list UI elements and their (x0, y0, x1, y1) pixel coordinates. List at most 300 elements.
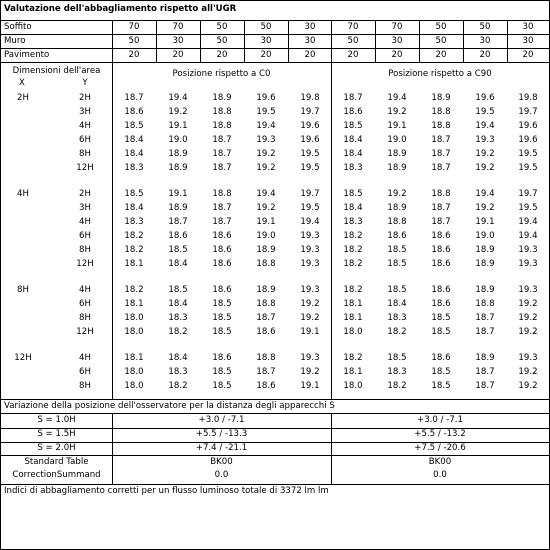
table-row (1, 367, 549, 381)
reflectance-value: 50 (435, 36, 447, 46)
ugr-value-c0: 18.6 (256, 327, 276, 337)
ugr-value-c0: 19.6 (256, 93, 276, 103)
ugr-value-c90: 19.3 (518, 353, 538, 363)
ugr-value-c90: 19.3 (518, 245, 538, 255)
x-dimension: 4H (17, 189, 29, 199)
table-row (1, 163, 549, 177)
y-dimension: 8H (79, 245, 91, 255)
table-title: Valutazione dell'abbagliamento rispetto all'UGR (4, 4, 237, 14)
ugr-value-c90: 19.4 (518, 231, 538, 241)
ugr-value-c90: 18.6 (431, 285, 451, 295)
ugr-value-c90: 18.3 (387, 367, 407, 377)
ugr-value-c0: 18.7 (256, 313, 276, 323)
ugr-value-c90: 19.2 (475, 149, 495, 159)
ugr-value-c0: 18.9 (212, 93, 232, 103)
ugr-value-c0: 18.7 (212, 135, 232, 145)
y-dimension: 8H (79, 313, 91, 323)
ugr-value-c0: 18.5 (168, 285, 188, 295)
ugr-value-c90: 18.5 (387, 259, 407, 269)
ugr-value-c90: 18.2 (343, 259, 363, 269)
ugr-value-c0: 18.2 (168, 327, 188, 337)
ugr-value-c0: 19.6 (300, 121, 320, 131)
ugr-value-c0: 19.4 (300, 217, 320, 227)
reflectance-value: 70 (128, 22, 140, 32)
footnote: Indici di abbagliamento corretti per un flusso luminoso totale di 3372 lm lm (4, 486, 329, 496)
ugr-value-c0: 18.9 (168, 203, 188, 213)
reflectance-value: 20 (522, 50, 534, 60)
ugr-value-c0: 18.4 (168, 259, 188, 269)
reflectance-value: 50 (128, 36, 140, 46)
ugr-value-c0: 18.1 (124, 353, 144, 363)
ugr-value-c90: 18.4 (343, 203, 363, 213)
reflectance-value: 20 (479, 50, 491, 60)
variation-c90: +3.0 / -7.1 (417, 415, 463, 425)
title-row (1, 1, 549, 20)
ugr-value-c0: 19.2 (256, 149, 276, 159)
variation-c90: +5.5 / -13.2 (414, 429, 466, 439)
ugr-value-c0: 18.0 (124, 313, 144, 323)
table-row (1, 189, 549, 203)
ugr-value-c0: 19.2 (300, 313, 320, 323)
ugr-value-c0: 19.7 (300, 107, 320, 117)
ugr-value-c90: 18.6 (431, 353, 451, 363)
ugr-value-c90: 19.4 (475, 121, 495, 131)
ugr-value-c90: 18.0 (343, 327, 363, 337)
y-dimension: 6H (79, 367, 91, 377)
ugr-value-c0: 18.6 (212, 285, 232, 295)
reflectance-value: 20 (391, 50, 403, 60)
ugr-value-c90: 18.5 (431, 313, 451, 323)
ugr-value-c0: 19.3 (300, 231, 320, 241)
standard-table-c90: BK00 (428, 457, 452, 467)
ugr-value-c90: 19.4 (387, 93, 407, 103)
ugr-value-c0: 18.1 (124, 259, 144, 269)
y-dimension: 4H (79, 285, 91, 295)
ugr-value-c90: 18.2 (387, 381, 407, 391)
x-label: X (19, 78, 25, 88)
ugr-value-c0: 18.3 (124, 163, 144, 173)
ugr-value-c90: 19.0 (475, 231, 495, 241)
ugr-value-c0: 18.2 (124, 245, 144, 255)
reflectance-value: 70 (172, 22, 184, 32)
ugr-value-c90: 18.3 (387, 313, 407, 323)
variation-c0: +5.5 / -13.3 (195, 429, 248, 439)
ugr-value-c90: 18.1 (343, 367, 363, 377)
y-dimension: 6H (79, 135, 91, 145)
ugr-value-c0: 18.4 (168, 299, 188, 309)
ugr-value-c90: 18.7 (475, 313, 495, 323)
ugr-value-c90: 18.5 (343, 121, 363, 131)
ugr-value-c90: 18.2 (343, 353, 363, 363)
standard-table-label: Standard Table (24, 457, 89, 467)
ugr-value-c0: 19.4 (256, 189, 276, 199)
ugr-value-c0: 18.9 (256, 285, 276, 295)
reflectance-value: 50 (260, 22, 272, 32)
ugr-value-c0: 18.5 (212, 313, 232, 323)
ugr-value-c90: 18.5 (431, 327, 451, 337)
ugr-value-c90: 19.4 (475, 189, 495, 199)
table-row (1, 149, 549, 163)
reflectance-value: 30 (479, 36, 491, 46)
table-row (1, 203, 549, 217)
variation-label: Variazione della posizione dell'osservatore per la distanza degli apparecchi S (4, 401, 335, 411)
table-row (1, 381, 549, 395)
ugr-value-c0: 19.0 (256, 231, 276, 241)
reflectance-value: 30 (260, 36, 272, 46)
ugr-value-c0: 18.2 (168, 381, 188, 391)
reflectance-value: 30 (304, 36, 316, 46)
ugr-value-c90: 18.7 (475, 327, 495, 337)
ugr-value-c90: 19.2 (387, 107, 407, 117)
ugr-value-c90: 19.4 (518, 217, 538, 227)
ugr-value-c0: 19.4 (168, 93, 188, 103)
ugr-value-c0: 18.6 (212, 353, 232, 363)
reflectance-value: 20 (216, 50, 228, 60)
x-dimension: 2H (17, 93, 29, 103)
variation-s-label: S = 1.5H (37, 429, 76, 439)
ugr-value-c90: 18.5 (431, 381, 451, 391)
ugr-value-c90: 19.5 (518, 163, 538, 173)
ugr-value-c0: 18.0 (124, 381, 144, 391)
ugr-value-c90: 18.9 (475, 285, 495, 295)
y-dimension: 8H (79, 381, 91, 391)
y-dimension: 6H (79, 231, 91, 241)
ugr-value-c0: 18.8 (256, 299, 276, 309)
y-dimension: 2H (79, 93, 91, 103)
ugr-value-c0: 18.7 (256, 367, 276, 377)
ugr-value-c0: 18.2 (124, 231, 144, 241)
table-row (1, 259, 549, 273)
variation-c0: +7.4 / -21.1 (195, 443, 248, 453)
reflectance-value: 20 (435, 50, 447, 60)
variation-row (1, 415, 549, 428)
table-row (1, 107, 549, 121)
ugr-value-c90: 18.3 (343, 217, 363, 227)
reflectance-label: Pavimento (4, 50, 50, 60)
ugr-value-c0: 18.4 (124, 203, 144, 213)
ugr-value-c90: 18.1 (343, 313, 363, 323)
ugr-value-c0: 19.6 (300, 135, 320, 145)
reflectance-value: 50 (479, 22, 491, 32)
ugr-value-c90: 18.5 (387, 245, 407, 255)
ugr-value-c90: 19.0 (387, 135, 407, 145)
standard-table-c0: BK00 (210, 457, 233, 467)
reflectance-value: 20 (172, 50, 184, 60)
ugr-value-c90: 18.6 (431, 259, 451, 269)
ugr-value-c0: 18.4 (168, 353, 188, 363)
ugr-value-c0: 18.7 (168, 217, 188, 227)
ugr-value-c0: 18.3 (168, 313, 188, 323)
ugr-value-c90: 18.6 (431, 231, 451, 241)
y-dimension: 3H (79, 107, 91, 117)
ugr-value-c90: 18.5 (387, 353, 407, 363)
ugr-value-c0: 19.5 (300, 203, 320, 213)
header-row (1, 63, 549, 87)
ugr-value-c0: 18.0 (124, 367, 144, 377)
ugr-value-c90: 18.8 (431, 107, 451, 117)
y-dimension: 2H (79, 189, 91, 199)
ugr-value-c90: 18.9 (431, 93, 451, 103)
divider (1, 428, 549, 429)
y-dimension: 12H (76, 259, 94, 269)
ugr-value-c90: 18.9 (387, 203, 407, 213)
position-c0-label: Posizione rispetto a C0 (172, 69, 271, 79)
ugr-value-c0: 18.5 (124, 189, 144, 199)
reflectance-value: 70 (391, 22, 403, 32)
ugr-value-c0: 19.1 (256, 217, 276, 227)
ugr-value-c0: 18.5 (124, 121, 144, 131)
ugr-value-c0: 18.0 (124, 327, 144, 337)
ugr-value-c90: 19.1 (387, 121, 407, 131)
ugr-value-c90: 19.5 (518, 149, 538, 159)
ugr-value-c90: 19.3 (518, 285, 538, 295)
ugr-value-c0: 18.7 (212, 149, 232, 159)
ugr-value-c0: 19.1 (168, 121, 188, 131)
ugr-value-c90: 18.9 (387, 149, 407, 159)
ugr-value-c0: 19.5 (256, 107, 276, 117)
ugr-value-c0: 19.3 (300, 259, 320, 269)
table-row (1, 353, 549, 367)
dimensions-label: Dimensioni dell'area (12, 66, 101, 76)
reflectance-label: Muro (4, 36, 26, 46)
table-row (1, 327, 549, 341)
table-row (1, 93, 549, 107)
ugr-value-c0: 19.3 (256, 135, 276, 145)
ugr-value-c90: 19.2 (475, 203, 495, 213)
ugr-value-c90: 18.5 (387, 285, 407, 295)
ugr-value-c90: 18.7 (343, 93, 363, 103)
y-dimension: 6H (79, 299, 91, 309)
ugr-value-c90: 19.2 (518, 327, 538, 337)
table-row (1, 135, 549, 149)
correction-c0: 0.0 (214, 470, 229, 480)
ugr-value-c0: 18.8 (212, 107, 232, 117)
y-dimension: 4H (79, 353, 91, 363)
ugr-value-c90: 19.2 (387, 189, 407, 199)
ugr-value-c90: 18.8 (431, 189, 451, 199)
ugr-value-c0: 19.3 (300, 285, 320, 295)
ugr-value-c0: 18.8 (256, 353, 276, 363)
table-row (1, 285, 549, 299)
reflectance-value: 20 (347, 50, 359, 60)
ugr-value-c90: 18.3 (343, 163, 363, 173)
ugr-value-c90: 19.2 (475, 163, 495, 173)
ugr-value-c0: 19.4 (256, 121, 276, 131)
ugr-value-c0: 18.5 (212, 381, 232, 391)
ugr-value-c0: 18.6 (124, 107, 144, 117)
ugr-value-c0: 18.2 (124, 285, 144, 295)
ugr-value-c90: 18.7 (431, 135, 451, 145)
ugr-value-c90: 18.7 (475, 367, 495, 377)
table-row (1, 121, 549, 135)
ugr-value-c90: 19.7 (518, 107, 538, 117)
ugr-value-c90: 19.3 (518, 259, 538, 269)
ugr-value-c0: 18.9 (168, 149, 188, 159)
reflectance-value: 50 (347, 36, 359, 46)
ugr-value-c90: 18.6 (431, 299, 451, 309)
ugr-value-c90: 18.4 (343, 135, 363, 145)
ugr-value-c90: 19.5 (518, 203, 538, 213)
variation-c0: +3.0 / -7.1 (198, 415, 245, 425)
ugr-value-c90: 19.3 (475, 135, 495, 145)
ugr-value-c0: 19.5 (300, 163, 320, 173)
ugr-value-c90: 18.5 (343, 189, 363, 199)
ugr-value-c90: 18.4 (387, 299, 407, 309)
ugr-value-c0: 19.2 (256, 203, 276, 213)
ugr-value-c90: 18.9 (475, 245, 495, 255)
ugr-value-c0: 19.2 (168, 107, 188, 117)
footnote-row (1, 486, 549, 499)
ugr-value-c0: 18.8 (212, 189, 232, 199)
ugr-value-c0: 18.1 (124, 299, 144, 309)
reflectance-value: 20 (128, 50, 140, 60)
ugr-value-c0: 18.7 (212, 163, 232, 173)
correction-c90: 0.0 (433, 470, 447, 480)
ugr-value-c90: 18.2 (343, 231, 363, 241)
variation-c90: +7.5 / -20.6 (414, 443, 466, 453)
reflectance-label: Soffito (4, 22, 32, 32)
ugr-value-c90: 19.5 (475, 107, 495, 117)
ugr-value-c90: 18.2 (343, 285, 363, 295)
divider (1, 442, 549, 443)
reflectance-value: 20 (260, 50, 272, 60)
ugr-value-c90: 18.7 (431, 163, 451, 173)
ugr-value-c0: 19.5 (300, 149, 320, 159)
table-row (1, 231, 549, 245)
x-dimension: 12H (14, 353, 32, 363)
reflectance-value: 30 (391, 36, 403, 46)
reflectance-row (1, 21, 549, 34)
ugr-value-c0: 19.3 (300, 353, 320, 363)
y-dimension: 4H (79, 217, 91, 227)
ugr-value-c0: 19.8 (300, 93, 320, 103)
reflectance-value: 50 (435, 22, 447, 32)
correction-label: CorrectionSummand (12, 470, 101, 480)
reflectance-value: 70 (347, 22, 359, 32)
ugr-value-c0: 18.7 (212, 203, 232, 213)
variation-s-label: S = 1.0H (37, 415, 76, 425)
y-dimension: 8H (79, 149, 91, 159)
variation-s-label: S = 2.0H (37, 443, 76, 453)
ugr-value-c90: 19.6 (518, 121, 538, 131)
ugr-value-c0: 18.5 (168, 245, 188, 255)
reflectance-value: 30 (522, 22, 534, 32)
reflectance-value: 20 (304, 50, 316, 60)
ugr-value-c90: 19.2 (518, 381, 538, 391)
y-dimension: 12H (76, 163, 94, 173)
reflectance-value: 30 (172, 36, 184, 46)
ugr-value-c0: 18.3 (168, 367, 188, 377)
ugr-value-c90: 19.7 (518, 189, 538, 199)
ugr-value-c90: 19.2 (518, 299, 538, 309)
ugr-value-c0: 19.2 (300, 299, 320, 309)
ugr-value-c0: 18.6 (168, 231, 188, 241)
x-dimension: 8H (17, 285, 29, 295)
reflectance-value: 30 (522, 36, 534, 46)
ugr-value-c90: 19.2 (518, 367, 538, 377)
ugr-value-c90: 19.8 (518, 93, 538, 103)
ugr-value-c0: 19.2 (300, 367, 320, 377)
ugr-value-c0: 18.5 (212, 299, 232, 309)
ugr-value-c0: 18.9 (256, 245, 276, 255)
ugr-value-c90: 19.6 (475, 93, 495, 103)
ugr-value-c0: 19.0 (168, 135, 188, 145)
ugr-value-c0: 18.6 (212, 259, 232, 269)
y-dimension: 12H (76, 327, 94, 337)
table-row (1, 299, 549, 313)
reflectance-value: 50 (216, 36, 228, 46)
ugr-value-c90: 18.4 (343, 149, 363, 159)
ugr-value-c90: 18.6 (387, 231, 407, 241)
ugr-value-c90: 18.7 (431, 149, 451, 159)
reflectance-value: 50 (216, 22, 228, 32)
ugr-value-c90: 18.2 (387, 327, 407, 337)
ugr-value-c90: 18.5 (431, 367, 451, 377)
ugr-value-c0: 18.9 (168, 163, 188, 173)
ugr-value-c90: 18.8 (387, 217, 407, 227)
table-row (1, 313, 549, 327)
ugr-value-c90: 19.2 (518, 313, 538, 323)
ugr-value-c0: 18.5 (212, 327, 232, 337)
ugr-value-c0: 18.5 (212, 367, 232, 377)
correction-row (1, 470, 549, 483)
ugr-value-c0: 19.1 (168, 189, 188, 199)
y-dimension: 3H (79, 203, 91, 213)
ugr-value-c90: 18.9 (475, 259, 495, 269)
variation-row (1, 429, 549, 442)
ugr-value-c0: 19.3 (300, 245, 320, 255)
ugr-value-c0: 18.6 (256, 381, 276, 391)
ugr-value-c0: 18.4 (124, 149, 144, 159)
ugr-value-c90: 18.7 (431, 217, 451, 227)
ugr-value-c90: 18.6 (431, 245, 451, 255)
ugr-value-c0: 18.6 (212, 245, 232, 255)
ugr-value-c0: 18.6 (212, 231, 232, 241)
table-row (1, 217, 549, 231)
ugr-value-c0: 18.3 (124, 217, 144, 227)
ugr-value-c0: 19.1 (300, 327, 320, 337)
y-dimension: 4H (79, 121, 91, 131)
ugr-value-c0: 19.1 (300, 381, 320, 391)
ugr-value-c90: 18.2 (343, 245, 363, 255)
ugr-value-c90: 19.6 (518, 135, 538, 145)
ugr-value-c90: 18.7 (431, 203, 451, 213)
reflectance-value: 30 (304, 22, 316, 32)
reflectance-row (1, 35, 549, 48)
ugr-value-c90: 18.0 (343, 381, 363, 391)
ugr-value-c0: 18.8 (212, 121, 232, 131)
ugr-value-c90: 18.6 (343, 107, 363, 117)
ugr-value-c0: 18.4 (124, 135, 144, 145)
ugr-value-c90: 18.8 (475, 299, 495, 309)
ugr-value-c0: 19.2 (256, 163, 276, 173)
ugr-value-c90: 18.1 (343, 299, 363, 309)
ugr-value-c0: 18.7 (212, 217, 232, 227)
ugr-value-c90: 18.8 (431, 121, 451, 131)
ugr-value-c90: 18.7 (475, 381, 495, 391)
standard-table-row (1, 457, 549, 470)
ugr-value-c90: 19.1 (475, 217, 495, 227)
ugr-value-c0: 18.8 (256, 259, 276, 269)
ugr-value-c90: 18.9 (475, 353, 495, 363)
ugr-value-c90: 18.9 (387, 163, 407, 173)
position-c90-label: Posizione rispetto a C90 (388, 69, 492, 79)
reflectance-row (1, 49, 549, 62)
table-row (1, 245, 549, 259)
ugr-value-c0: 18.7 (124, 93, 144, 103)
ugr-value-c0: 19.7 (300, 189, 320, 199)
y-label: Y (82, 78, 88, 88)
